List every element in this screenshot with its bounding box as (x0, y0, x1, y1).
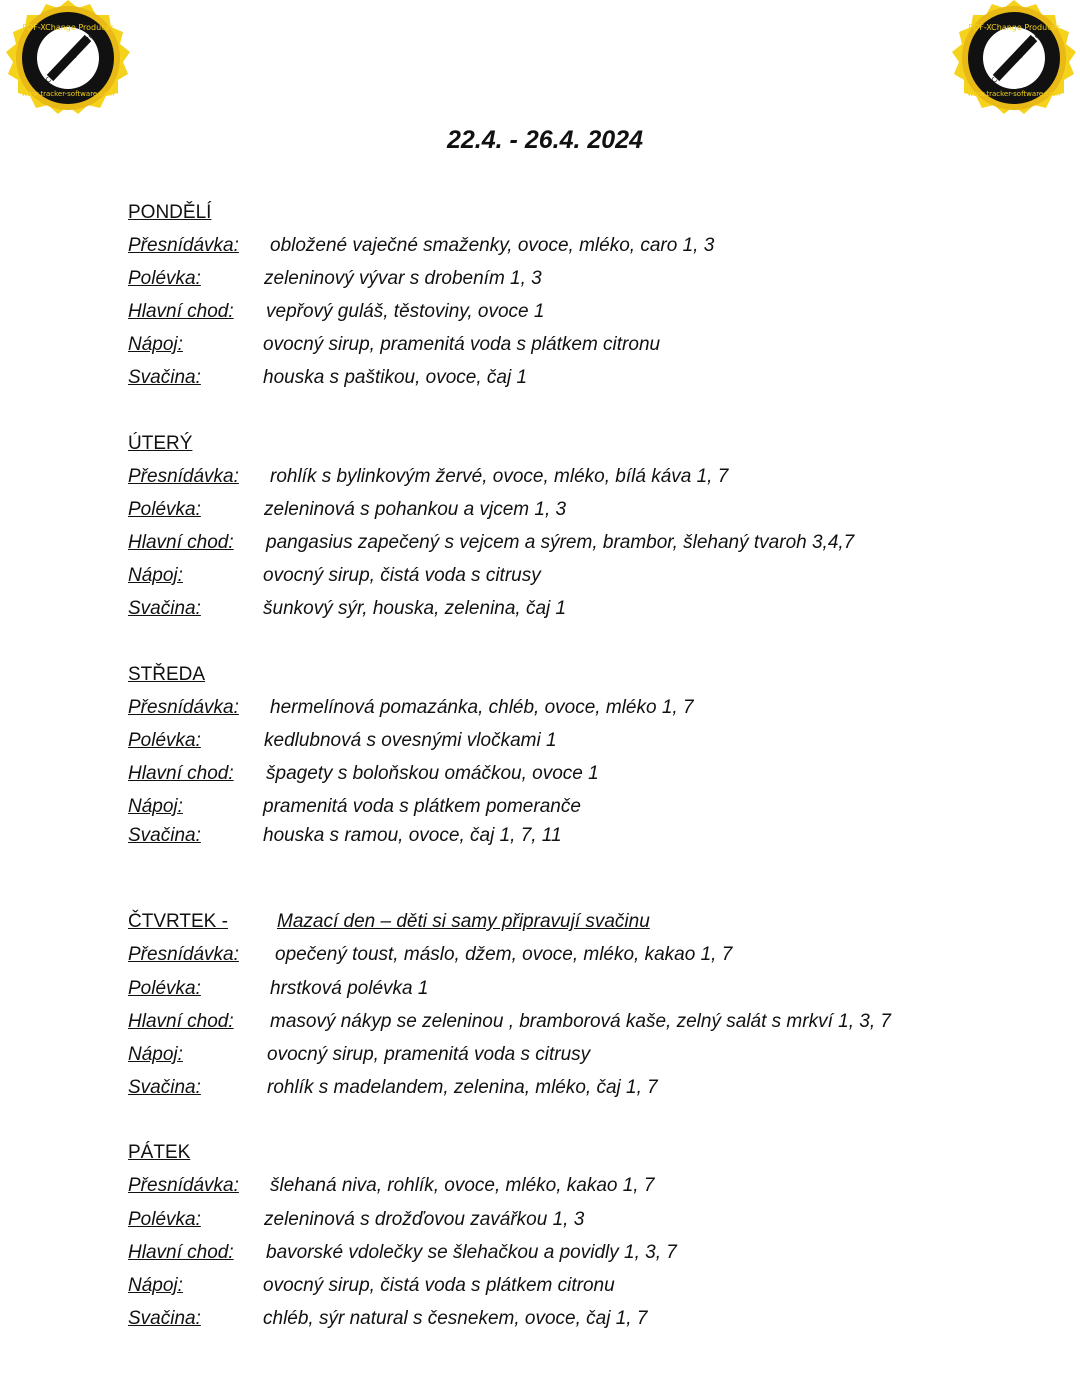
meal-label-drink: Nápoj: (128, 796, 183, 817)
meal-text: ovocný sirup, pramenitá voda s plátkem citronu (263, 334, 661, 355)
meal-text: šlehaná niva, rohlík, ovoce, mléko, kakao 1, 7 (270, 1175, 655, 1196)
meal-label-soup: Polévka: (128, 730, 201, 751)
meal-text: ovocný sirup, čistá voda s citrusy (263, 565, 541, 586)
meal-label-soup: Polévka: (128, 1209, 201, 1230)
meal-label-soup: Polévka: (128, 978, 201, 999)
meal-text: bavorské vdolečky se šlehačkou a povidly 1, 3, 7 (266, 1242, 677, 1263)
meal-label-drink: Nápoj: (128, 565, 183, 586)
meal-label-main: Hlavní chod: (128, 532, 234, 553)
meal-label-snack-morning: Přesnídávka: (128, 466, 239, 487)
meal-label-snack-afternoon: Svačina: (128, 825, 201, 846)
meal-label-main: Hlavní chod: (128, 301, 234, 322)
pdf-xchange-seal-icon (946, 0, 1080, 132)
pdf-xchange-seal-icon (0, 0, 136, 132)
meal-text: opečený toust, máslo, džem, ovoce, mléko, kakao 1, 7 (275, 944, 733, 965)
meal-text: kedlubnová s ovesnými vločkami 1 (264, 730, 557, 751)
day-name: ČTVRTEK - (128, 911, 228, 932)
svg-text:www.tracker-software.com: www.tracker-software.com (967, 90, 1061, 98)
meal-label-main: Hlavní chod: (128, 763, 234, 784)
meal-text: hermelínová pomazánka, chléb, ovoce, mléko 1, 7 (270, 697, 694, 718)
meal-text: ovocný sirup, pramenitá voda s citrusy (267, 1044, 591, 1065)
meal-text: zeleninový vývar s drobením 1, 3 (264, 268, 542, 289)
meal-label-snack-morning: Přesnídávka: (128, 1175, 239, 1196)
day-heading-friday: PÁTEK (128, 1142, 191, 1163)
meal-text: zeleninová s drožďovou zavářkou 1, 3 (264, 1209, 585, 1230)
day-note: Mazací den – děti si samy připravují svačinu (277, 911, 650, 932)
meal-label-drink: Nápoj: (128, 1275, 183, 1296)
meal-text: obložené vaječné smaženky, ovoce, mléko, caro 1, 3 (270, 235, 715, 256)
meal-label-snack-morning: Přesnídávka: (128, 697, 239, 718)
svg-text:PDF-XChange Producer: PDF-XChange Producer (22, 23, 114, 32)
meal-label-drink: Nápoj: (128, 334, 183, 355)
pdf-xchange-badge-right[interactable] (946, 0, 1080, 132)
svg-text:www.tracker-software.com: www.tracker-software.com (21, 90, 115, 98)
meal-text: špagety s boloňskou omáčkou, ovoce 1 (266, 763, 599, 784)
meal-label-snack-afternoon: Svačina: (128, 598, 201, 619)
meal-label-snack-afternoon: Svačina: (128, 367, 201, 388)
meal-text: houska s ramou, ovoce, čaj 1, 7, 11 (263, 825, 562, 846)
meal-label-main: Hlavní chod: (128, 1011, 234, 1032)
meal-label-drink: Nápoj: (128, 1044, 183, 1065)
meal-label-snack-afternoon: Svačina: (128, 1077, 201, 1098)
meal-label-main: Hlavní chod: (128, 1242, 234, 1263)
svg-text:Click to buy NOW!: Click to buy NOW! (43, 33, 95, 85)
meal-text: šunkový sýr, houska, zelenina, čaj 1 (263, 598, 567, 619)
day-heading-thursday (128, 910, 650, 934)
meal-text: ovocný sirup, čistá voda s plátkem citronu (263, 1275, 615, 1296)
meal-label-soup: Polévka: (128, 268, 201, 289)
meal-text: rohlík s madelandem, zelenina, mléko, čaj 1, 7 (267, 1077, 658, 1098)
meal-text: vepřový guláš, těstoviny, ovoce 1 (266, 301, 545, 322)
day-heading-tuesday: ÚTERÝ (128, 433, 193, 454)
meal-label-snack-morning: Přesnídávka: (128, 944, 239, 965)
meal-text: zeleninová s pohankou a vjcem 1, 3 (264, 499, 567, 520)
meal-text: rohlík s bylinkovým žervé, ovoce, mléko, bílá káva 1, 7 (270, 466, 729, 487)
meal-label-snack-afternoon: Svačina: (128, 1308, 201, 1329)
meal-text: hrstková polévka 1 (270, 978, 429, 999)
meal-text: masový nákyp se zeleninou , bramborová kaše, zelný salát s mrkví 1, 3, 7 (270, 1011, 891, 1032)
day-heading-monday: PONDĚLÍ (128, 202, 212, 223)
svg-text:PDF-XChange Producer: PDF-XChange Producer (968, 23, 1060, 32)
meal-text: chléb, sýr natural s česnekem, ovoce, čaj 1, 7 (263, 1308, 648, 1329)
day-heading-wednesday: STŘEDA (128, 664, 206, 685)
meal-label-snack-morning: Přesnídávka: (128, 235, 239, 256)
meal-label-soup: Polévka: (128, 499, 201, 520)
page-title: 22.4. - 26.4. 2024 (447, 126, 643, 154)
svg-text:Click to buy NOW!: Click to buy NOW! (989, 33, 1041, 85)
meal-text: pramenitá voda s plátkem pomeranče (263, 796, 581, 817)
pdf-xchange-badge-left[interactable] (0, 0, 136, 132)
meal-text: houska s paštikou, ovoce, čaj 1 (263, 367, 528, 388)
meal-text: pangasius zapečený s vejcem a sýrem, brambor, šlehaný tvaroh 3,4,7 (266, 532, 855, 553)
